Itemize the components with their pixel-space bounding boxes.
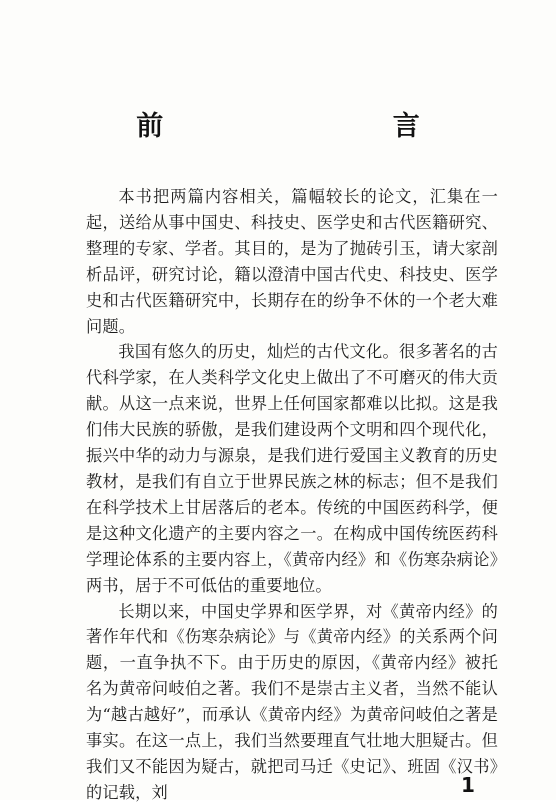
paragraph-2: 我国有悠久的历史，灿烂的古代文化。很多著名的古代科学家，在人类科学文化史上做出了不可磨灭的伟大贡献。从这一点来说，世界上任何国家都难以比拟。这是我们伟大民族的骄傲，是我们建设两个文明和四个现代化，振兴中华的动力与源泉，是我们进行爱国主义教育的历史教材，是我们有自立于世界民族之林的标志；但不是我们在科学技术上甘居落后的老本。传统的中国医药科学，便是这种文化遗产的主要内容之一。在构成中国传统医药科学理论体系的主要内容上，《黄帝内经》和《伤寒杂病论》两书，居于不可低估的重要地位。 bbox=[86, 342, 498, 595]
paragraph-3: 长期以来，中国史学界和医学界，对《黄帝内经》的著作年代和《伤寒杂病论》与《黄帝内经》的关系两个问题，一直争执不下。由于历史的原因，《黄帝内经》被托名为黄帝问岐伯之著。我们不是崇古主义者，当然不能认为“越古越好”，而承认《黄帝内经》为黄帝问岐伯之著是事实。在这一点上，我们当然要理直气壮地大胆疑古。但我们又不能因为疑古，就把司马迁《史记》、班固《汉书》的记载，刘 bbox=[86, 601, 498, 802]
preface-body bbox=[86, 184, 498, 806]
page-number: 1 bbox=[461, 773, 475, 797]
page-title: 前 言 bbox=[136, 111, 530, 142]
paragraph-1: 本书把两篇内容相关，篇幅较长的论文，汇集在一起，送给从事中国史、科技史、医学史和古代医籍研究、整理的专家、学者。其目的，是为了抛砖引玉，请大家剖析品评，研究讨论，籍以澄清中国古代史、科技史、医学史和古代医籍研究中，长期存在的纷争不休的一个老大难问题。 bbox=[86, 187, 498, 336]
